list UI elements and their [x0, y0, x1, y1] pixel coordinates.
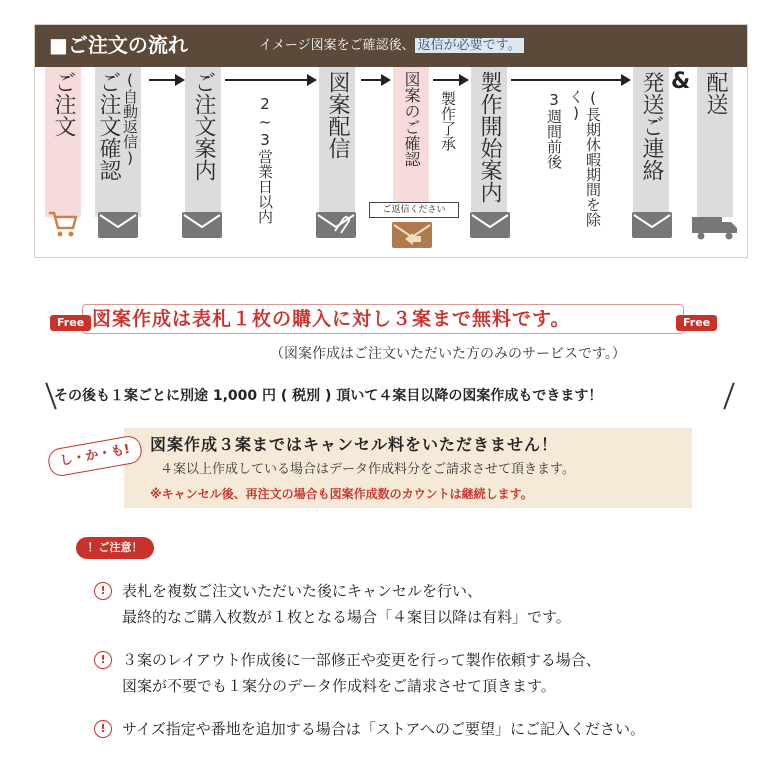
- flow-note-highlight: 返信が必要です。: [415, 38, 524, 53]
- step-ship-notice-column: [633, 67, 669, 217]
- caution-item-1-line-2: 最終的なご購入枚数が１枚となる場合「４案目以降は有料」です。: [122, 608, 571, 626]
- flow-arrow: [511, 79, 629, 81]
- mail-icon: [97, 211, 139, 239]
- slash-right: [723, 383, 734, 410]
- step-order-guide-column: [185, 67, 221, 217]
- step-design-check-column: [393, 67, 429, 217]
- order-flow-panel: [34, 24, 748, 258]
- step-auto-confirm-label: ご注文確認: [96, 71, 121, 181]
- step-order-guide-label: ご注文案内: [191, 71, 216, 181]
- reply-mail-icon: [391, 221, 433, 249]
- free-badge-right: Free: [676, 315, 717, 331]
- cancel-line-2: ※キャンセル後、再注文の場合も図案作成数のカウントは継続します。: [150, 487, 533, 501]
- paperclip-mail-icon: [315, 211, 357, 239]
- step-ship-column: [697, 67, 733, 217]
- flow-note-text: イメージ図案をご確認後、: [259, 38, 415, 53]
- step-production-start-column: [471, 67, 507, 217]
- caution-item-1-line-1: 表札を複数ご注文いただいた後にキャンセルを行い、: [122, 582, 483, 600]
- caution-item-2-line-2: 図案が不要でも１案分のデータ作成料をご請求させて頂きます。: [122, 677, 556, 695]
- cancel-line-1: ４案以上作成している場合はデータ作成料分をご請求させて頂きます。: [160, 462, 575, 477]
- weeks-note: 3週間前後: [545, 91, 563, 169]
- warning-icon: !: [94, 651, 112, 669]
- flow-title: ■ご注文の流れ: [49, 33, 188, 57]
- step-design-delivery-label: 図案配信: [325, 71, 350, 159]
- flow-arrow: [225, 79, 315, 81]
- mail-icon: [469, 211, 511, 239]
- step-ship-notice-label: 発送ご連絡: [639, 71, 664, 181]
- flow-header-bar: [35, 25, 747, 67]
- cancel-title: 図案作成３案まではキャンセル料をいただきません！: [150, 435, 559, 454]
- flow-arrow: [433, 79, 467, 81]
- caution-badge: ！ご注意！: [76, 537, 154, 559]
- step-order-column: [45, 67, 81, 217]
- step-design-delivery-column: [319, 67, 355, 217]
- warning-icon: !: [94, 582, 112, 600]
- flow-arrow: [361, 79, 389, 81]
- free-badge-left: Free: [50, 315, 91, 331]
- step-production-start-label: 製作開始案内: [477, 71, 502, 203]
- and-symbol: &: [671, 69, 691, 94]
- step-order-label: ご注文: [51, 71, 76, 137]
- caution-item-3-line-1: サイズ指定や番地を追加する場合は「ストアへのご要望」にご記入ください。: [122, 720, 646, 738]
- free-banner-text: 図案作成は表札１枚の購入に対し３案まで無料です。: [92, 308, 571, 330]
- extra-design-note: その後も１案ごとに別途 1,000 円 ( 税別 ) 頂いて４案目以降の図案作成もできます！: [54, 388, 603, 404]
- shikamo-stamp: し・か・も!: [46, 434, 143, 478]
- step-ship-label: 配送: [703, 71, 728, 115]
- step-design-check-label: 図案のご確認: [402, 71, 421, 167]
- days-note: 2~3営業日以内: [256, 95, 274, 224]
- production-ok-note: 製作了承: [439, 91, 457, 151]
- truck-icon: [691, 215, 739, 241]
- reply-request-badge: ご返信ください: [369, 202, 459, 218]
- flow-arrow: [149, 79, 183, 81]
- free-banner-subtext: （図案作成はご注文いただいた方のみのサービスです。）: [270, 346, 626, 362]
- step-auto-confirm-paren: (自動返信): [121, 71, 139, 167]
- warning-icon: !: [94, 720, 112, 738]
- flow-note: [259, 36, 524, 56]
- step-auto-confirm-column: [95, 67, 141, 217]
- mail-icon: [181, 211, 223, 239]
- caution-item-2-line-1: ３案のレイアウト作成後に一部修正や変更を行って製作依頼する場合、: [122, 651, 601, 669]
- holiday-note: (長期休暇期間を除く): [567, 89, 602, 227]
- mail-icon: [631, 211, 673, 239]
- cart-icon: [47, 209, 79, 239]
